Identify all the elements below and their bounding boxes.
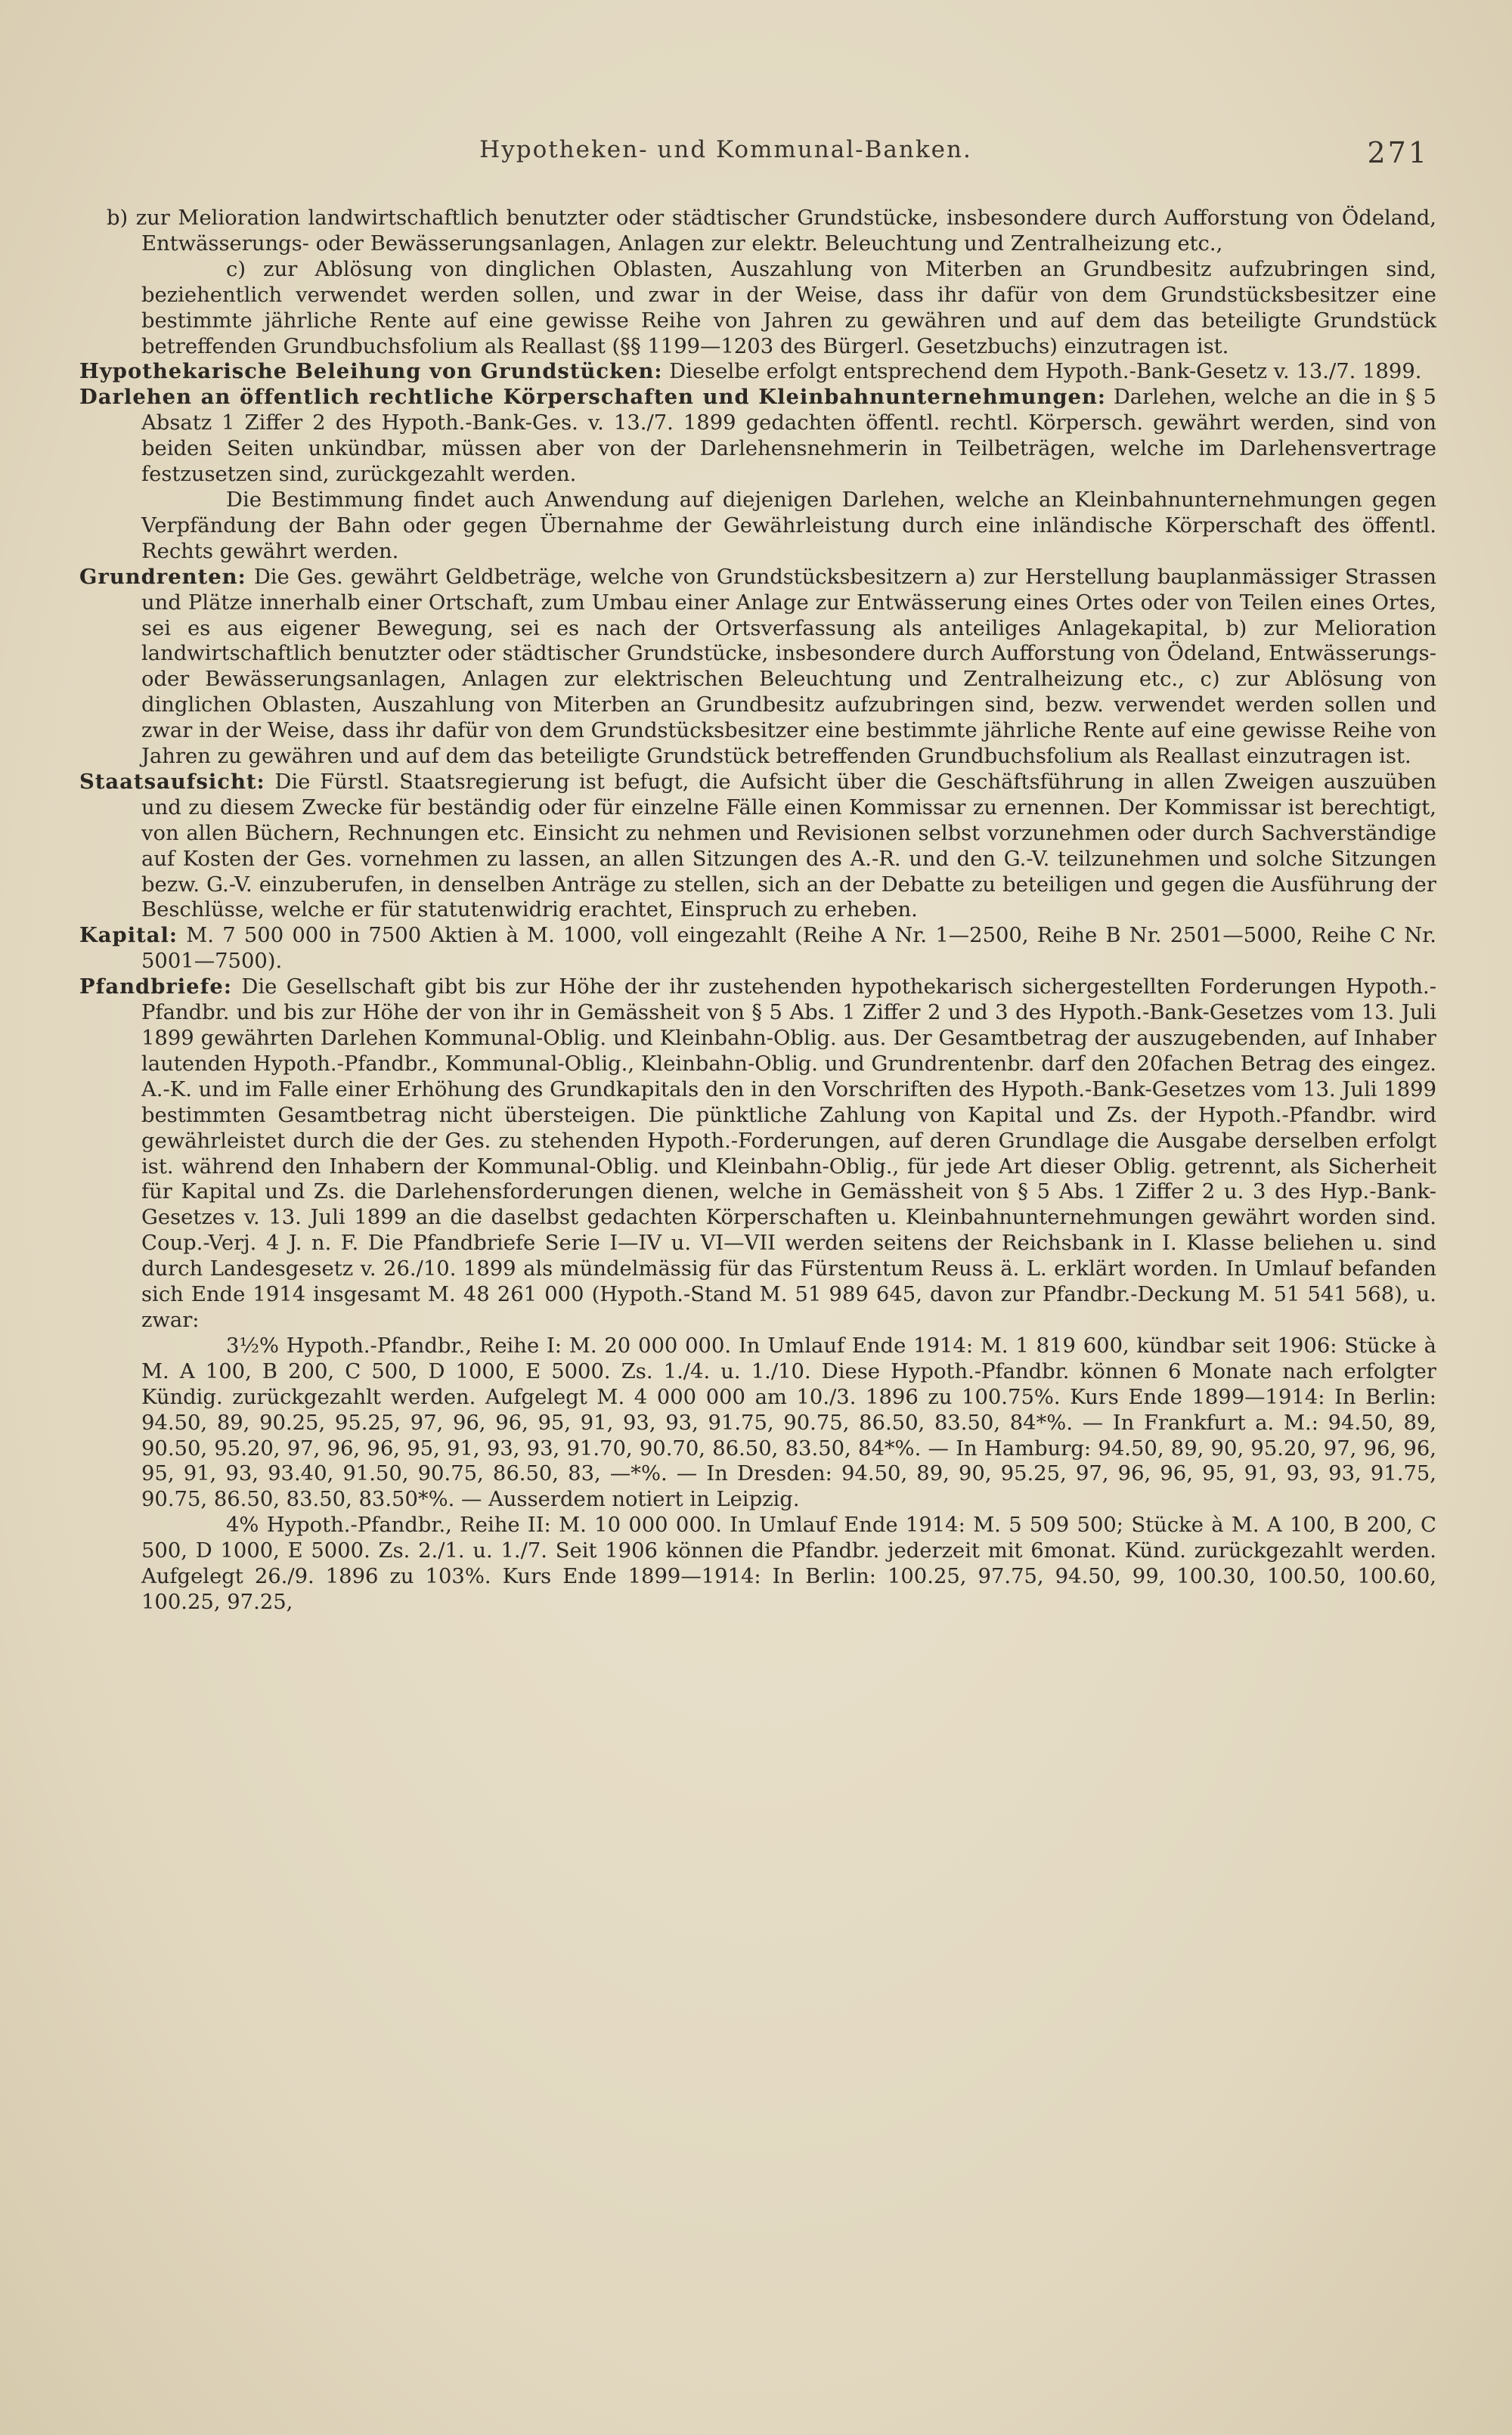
entry-darlehen bbox=[79, 385, 1436, 488]
entry-staatsaufsicht bbox=[79, 770, 1436, 923]
entry-heading: Kapital: bbox=[79, 923, 178, 948]
entry-text: Darlehen, welche an die in § 5 Absatz 1 Ziffer 2 des Hypoth.-Bank-Ges. v. 13./7. 1899 gedachten öffentl. rechtl. Körpersch. gewährt werden, sind von beiden Seiten unkündbar, müssen aber von der Darlehensnehmerin in Teilbeträgen, welche im Darlehensvertrage festzusetzen sind, zurückgezahlt werden. bbox=[141, 386, 1436, 487]
entry-kapital bbox=[79, 923, 1436, 974]
entry-text: M. 7 500 000 in 7500 Aktien à M. 1000, voll eingezahlt (Reihe A Nr. 1—2500, Reihe B Nr. 2501—5000, Reihe C Nr. 5001—7500). bbox=[141, 924, 1436, 974]
page-number: 271 bbox=[1367, 136, 1429, 169]
entry-text: Die Gesellschaft gibt bis zur Höhe der ihr zustehenden hypothekarisch sichergestellten Forderungen Hypoth.-Pfandbr. und bis zur Höhe der von ihr in Gemässheit von § 5 Abs. 1 Ziffer 2 und 3 des Hypoth.-Bank-Gesetzes vom 13. Juli 1899 gewährten Darlehen Kommunal-Oblig. und Kleinbahn-Oblig. aus. Der Gesamtbetrag der auszugebenden, auf Inhaber lautenden Hypoth.-Pfandbr., Kommunal-Oblig., Kleinbahn-Oblig. und Grundrentenbr. darf den 20fachen Betrag des eingez. A.-K. und im Falle einer Erhöhung des Grundkapitals den in den Vorschriften des Hypoth.-Bank-Gesetzes vom 13. Juli 1899 bestimmten Gesamtbetrag nicht übersteigen. Die pünktliche Zahlung von Kapital und Zs. der Hypoth.-Pfandbr. wird gewährleistet durch die der Ges. zu stehenden Hypoth.-Forderungen, auf deren Grundlage die Ausgabe derselben erfolgt ist. während den Inhabern der Kommunal-Oblig. und Kleinbahn-Oblig., für jede Art dieser Oblig. getrennt, als Sicherheit für Kapital und Zs. die Darlehensforderungen dienen, welche in Gemässheit von § 5 Abs. 1 Ziffer 2 u. 3 des Hyp.-Bank-Gesetzes v. 13. Juli 1899 an die daselbst gedachten Körperschaften u. Kleinbahnunternehmungen gewährt worden sind. Coup.-Verj. 4 J. n. F. Die Pfandbriefe Serie I—IV u. VI—VII werden seitens der Reichsbank in I. Klasse beliehen u. sind durch Landesgesetz v. 26./10. 1899 als mündelmässig für das Fürstentum Reuss ä. L. erklärt worden. In Umlauf befanden sich Ende 1914 insgesamt M. 48 261 000 (Hypoth.-Stand M. 51 989 645, davon zur Pfandbr.-Deckung M. 51 541 568), u. zwar: bbox=[141, 975, 1437, 1332]
entry-heading: Darlehen an öffentlich rechtliche Körperschaften und Kleinbahnunternehmungen: bbox=[79, 385, 1106, 410]
entry-grundrenten bbox=[79, 565, 1436, 770]
running-title: Hypotheken- und Kommunal-Banken. bbox=[479, 136, 972, 163]
entry-pfandbriefe bbox=[79, 974, 1436, 1334]
entry-text: Dieselbe erfolgt entsprechend dem Hypoth.-Bank-Gesetz v. 13./7. 1899. bbox=[669, 360, 1422, 384]
body-text bbox=[79, 206, 1436, 1616]
entry-heading: Pfandbriefe: bbox=[79, 974, 232, 999]
paragraph-pfandbr-reihe-1: 3½% Hypoth.-Pfandbr., Reihe I: M. 20 000 000. In Umlauf Ende 1914: M. 1 819 600, kündbar seit 1906: Stücke à M. A 100, B 200, C 500, D 1000, E 5000. Zs. 1./4. u. 1./10. Diese Hypoth.-Pfandbr. können 6 Monate nach erfolgter Kündig. zurückgezahlt werden. Aufgelegt M. 4 000 000 am 10./3. 1896 zu 100.75%. Kurs Ende 1899—1914: In Berlin: 94.50, 89, 90.25, 95.25, 97, 96, 96, 95, 91, 93, 93, 91.75, 90.75, 86.50, 83.50, 84*%. — In Frankfurt a. M.: 94.50, 89, 90.50, 95.20, 97, 96, 96, 95, 91, 93, 93, 91.70, 90.70, 86.50, 83.50, 84*%. — In Hamburg: 94.50, 89, 90, 95.20, 97, 96, 96, 95, 91, 93, 93.40, 91.50, 90.75, 86.50, 83, —*%. — In Dresden: 94.50, 89, 90, 95.25, 97, 96, 96, 95, 91, 93, 93, 91.75, 90.75, 86.50, 83.50, 83.50*%. — Ausserdem notiert in Leipzig. bbox=[141, 1334, 1436, 1512]
paragraph-pfandbr-reihe-2: 4% Hypoth.-Pfandbr., Reihe II: M. 10 000 000. In Umlauf Ende 1914: M. 5 509 500; Stücke à M. A 100, B 200, C 500, D 1000, E 5000. Zs. 2./1. u. 1./7. Seit 1906 können die Pfandbr. jederzeit mit 6monat. Künd. zurückgezahlt werden. Aufgelegt 26./9. 1896 zu 103%. Kurs Ende 1899—1914: In Berlin: 100.25, 97.75, 94.50, 99, 100.30, 100.50, 100.60, 100.25, 97.25, bbox=[141, 1513, 1436, 1614]
entry-hypothekarische-beleihung bbox=[79, 359, 1436, 385]
entry-heading: Grundrenten: bbox=[79, 564, 246, 589]
page-header bbox=[0, 136, 1512, 181]
paragraph-darlehen-continued: Die Bestimmung findet auch Anwendung auf diejenigen Darlehen, welche an Kleinbahnunternehmungen gegen Verpfändung der Bahn oder gegen Übernahme der Gewährleistung durch eine inländische Körperschaft des öffentl. Rechts gewährt werden. bbox=[141, 488, 1436, 563]
entry-text: Die Ges. gewährt Geldbeträge, welche von Grundstücksbesitzern a) zur Herstellung bauplanmässiger Strassen und Plätze innerhalb einer Ortschaft, zum Umbau einer Anlage zur Entwässerung eines Ortes oder von Teilen eines Ortes, sei es aus eigener Bewegung, sei es nach der Ortsverfassung als anteiliges Anlagekapital, b) zur Melioration landwirtschaftlich benutzter oder städtischer Grundstücke, insbesondere durch Aufforstung von Ödeland, Entwässerungs- oder Bewässerungsanlagen, Anlagen zur elektrischen Beleuchtung und Zentralheizung etc., c) zur Ablösung von dinglichen Oblasten, Auszahlung von Miterben an Grundbesitz aufzubringen sind, bezw. verwendet werden sollen und zwar in der Weise, dass ihr dafür von dem Grundstücksbesitzer eine bestimmte jährliche Rente auf eine gewisse Reihe von Jahren zu gewähren und auf dem das beteiligte Grundstück betreffenden Grundbuchsfolium als Reallast einzutragen ist. bbox=[141, 565, 1436, 769]
entry-heading: Staatsaufsicht: bbox=[79, 769, 265, 794]
entry-heading: Hypothekarische Beleihung von Grundstücken: bbox=[79, 359, 663, 384]
paragraph-b: b) zur Melioration landwirtschaftlich benutzter oder städtischer Grundstücke, insbesondere durch Aufforstung von Ödeland, Entwässerungs- oder Bewässerungsanlagen, Anlagen zur elektr. Beleuchtung und Zentralheizung etc., bbox=[107, 206, 1436, 256]
paragraph-c: c) zur Ablösung von dinglichen Oblasten, Auszahlung von Miterben an Grundbesitz aufzubringen sind, beziehentlich verwendet werden sollen, und zwar in der Weise, dass ihr dafür von dem Grundstücksbesitzer eine bestimmte jährliche Rente auf eine gewisse Reihe von Jahren zu gewähren und auf dem das beteiligte Grundstück betreffenden Grundbuchsfolium als Reallast (§§ 1199—1203 des Bürgerl. Gesetzbuchs) einzutragen ist. bbox=[141, 257, 1436, 358]
entry-text: Die Fürstl. Staatsregierung ist befugt, die Aufsicht über die Geschäftsführung in allen Zweigen auszuüben und zu diesem Zwecke für beständig oder für einzelne Fälle einen Kommissar zu ernennen. Der Kommissar ist berechtigt, von allen Büchern, Rechnungen etc. Einsicht zu nehmen und Revisionen selbst vorzunehmen oder durch Sachverständige auf Kosten der Ges. vornehmen zu lassen, an allen Sitzungen des A.-R. und den G.-V. teilzunehmen und solche Sitzungen bezw. G.-V. einzuberufen, in denselben Anträge zu stellen, sich an der Debatte zu beteiligen und gegen die Ausführung der Beschlüsse, welche er für statutenwidrig erachtet, Einspruch zu erheben. bbox=[141, 770, 1436, 922]
